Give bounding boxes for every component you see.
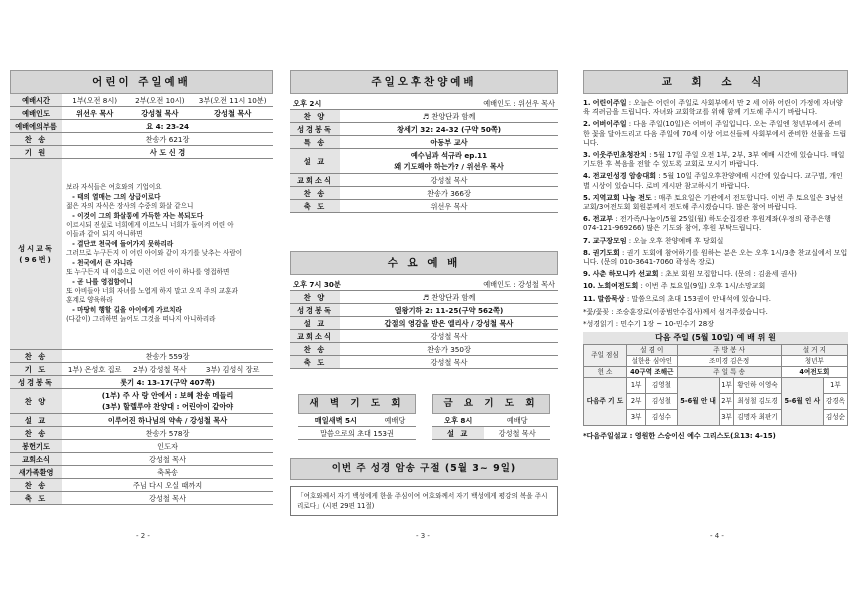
news-item: [583, 194, 848, 212]
cell: 2부: [627, 394, 646, 410]
section-title: 수 요 예 배: [290, 251, 558, 275]
row-label: 예배인도: [10, 107, 62, 120]
cell: 2부(오전 10시): [127, 94, 192, 107]
row-label: 축 도: [10, 492, 62, 505]
table-row: [10, 376, 273, 389]
cell: 창세기 32: 24-32 (구약 50쪽): [340, 123, 558, 136]
section-title: 금 요 기 도 회: [432, 394, 550, 414]
news-number: 1.: [583, 99, 591, 107]
cell: 40구역 조해근: [627, 367, 678, 378]
cell: 강성철 목사: [484, 427, 550, 440]
news-title: 교구장모임: [592, 236, 627, 245]
news-item: [583, 99, 848, 117]
row-label: 교회소식: [290, 330, 340, 343]
psalm-line: 또 아비들아 너희 자녀를 노엽게 하지 말고 오직 주의 교훈과: [66, 286, 238, 295]
cell: 말씀으로의 초대 153권: [298, 427, 416, 440]
news-title: 말씀묵상: [597, 294, 625, 303]
row-label: 찬 송: [10, 133, 62, 146]
cell: 갑절의 영감을 받은 엘리사 / 강성철 목사: [340, 317, 558, 330]
row-label: 축 도: [290, 356, 340, 369]
cell: ♬ 찬양단과 함께: [340, 110, 558, 123]
psalm-line: 이들과 같이 되지 아니하면: [66, 230, 143, 239]
news-list: [583, 99, 848, 304]
cell: 아동부 교사: [340, 136, 558, 149]
cell: 2부: [719, 394, 734, 410]
cell: 황인하 이영숙: [734, 378, 781, 394]
table-row: [10, 466, 273, 479]
row-label: 예배에의부름: [10, 120, 62, 133]
row-label: 설 교: [290, 317, 340, 330]
news-body: : 이번 주 토요일(9일) 오후 1시/소망교회: [638, 282, 766, 291]
psalm-line: - 천국에서 큰 자니라: [72, 258, 133, 267]
cell: 헌 소: [584, 367, 627, 378]
table-row: [290, 97, 558, 110]
news-title: 전교부: [592, 215, 614, 224]
row-label: 기 도: [10, 363, 62, 376]
table-row: [10, 159, 273, 350]
cell: 최성철 김도경: [734, 394, 781, 410]
news-item: [583, 215, 848, 233]
news-item: [583, 151, 848, 169]
table-row: [10, 146, 273, 159]
cell: 찬송가 366장: [340, 187, 558, 200]
row-label: 교회소식: [290, 174, 340, 187]
cell: 4여전도회: [781, 367, 847, 378]
news-body: : 오늘은 어린이 주일로 사회부에서 만 2 세 이하 어린이 가정에 자녀양육 격려금을 드립니다. 자녀와 교회학교를 위해 함께 기도해 주시기 바랍니다.: [583, 99, 843, 117]
psalm-line: 또 누구든지 내 이름으로 이런 어린 아이 하나를 영접하면: [66, 268, 230, 277]
news-number: 4.: [583, 172, 591, 181]
cell: 김성순: [823, 410, 847, 426]
dawn-prayer: [298, 394, 416, 440]
afternoon-rows: [290, 110, 558, 213]
table-row: [10, 107, 273, 120]
cell: [62, 389, 273, 414]
psalm-line: (다같이) 그리하면 늙어도 그것을 떠나지 아니하리라: [66, 315, 216, 324]
news-number: 2.: [583, 120, 591, 129]
row-label: 찬 양: [290, 291, 340, 304]
cell: 주 방 봉 사: [677, 345, 781, 356]
row-label: 찬 송: [10, 479, 62, 492]
table-row: [10, 350, 273, 363]
flowers-note: *꽃/꽃꽂 : 조승훈장로(이종범안수집사)께서 섬겨주셨습니다.: [583, 307, 768, 316]
friday-table: [432, 414, 550, 440]
service-time: 오후 2시: [290, 97, 372, 110]
news-body: : 오늘 오후 찬양예배 후 당회실: [626, 236, 724, 245]
news-title: 권기도회: [592, 248, 620, 257]
section-title: 주일오후찬양예배: [290, 70, 558, 94]
table-row: [10, 440, 273, 453]
cell: 찬송가 621장: [62, 133, 273, 146]
table-row: [584, 367, 848, 378]
section-title: 어린이 주일예배: [10, 70, 273, 94]
news-number: 8.: [583, 248, 591, 257]
table-row: [290, 187, 558, 200]
wednesday-head: [290, 278, 558, 291]
cell: 5-6월 인 사: [781, 378, 823, 426]
cell: 설 겸 이: [627, 345, 678, 356]
memory-verse: 「여호와께서 자기 백성에게 한을 주심이여 여호와께서 자기 백성에게 평강의 복을 주시리로다」(시편 29편 11절): [290, 486, 558, 516]
children-order-table: [10, 94, 273, 505]
news-item: [583, 237, 848, 246]
cell: 예배당: [484, 414, 550, 427]
section-title: 새 벽 기 도 회: [298, 394, 416, 414]
cell: 강성철 목사: [127, 107, 192, 120]
row-label: 봉헌기도: [10, 440, 62, 453]
cell: ♬ 찬양단과 함께: [340, 291, 558, 304]
cell: 주일 점심: [584, 345, 627, 367]
cell: 1부: [627, 378, 646, 394]
cell: 1부: [719, 378, 734, 394]
table-row: [10, 414, 273, 427]
row-label: 찬 송: [290, 187, 340, 200]
news-body: : 전가족/나눔이/5월 25일(월) 하도순집경관 후원계좌(우정의 광주은행 074-121-969266) 많은 기도와 참여, 후원 부탁드립니다.: [583, 215, 831, 233]
cell: 5-6월 안 내: [677, 378, 719, 426]
cell: 강성철 목사: [192, 107, 273, 120]
news-body: : 5월 10일 주일오후찬양예배 시간에 있습니다. 교구별, 개인별 시상이 있습니다. 로비 게시판 참고하시기 바랍니다.: [583, 172, 843, 190]
table-row: [432, 414, 550, 427]
psalm-line: - 태의 열매는 그의 상급이로다: [72, 192, 161, 201]
table-row: [584, 378, 848, 394]
table-row: [290, 174, 558, 187]
psalm-line: 보라 자식들은 여호와의 기업이요: [66, 183, 162, 192]
psalm-line: - 결단코 천국에 들어가지 못하리라: [72, 239, 174, 248]
table-row: [290, 123, 558, 136]
cell: 3부: [719, 410, 734, 426]
psalm-line: - 이것이 그의 화살통에 가득한 자는 복되도다: [72, 211, 204, 220]
row-label: 설 교: [290, 149, 340, 174]
cell: 3부(오전 11시 10분): [192, 94, 273, 107]
cell: 주님 다시 오실 때까지: [62, 479, 273, 492]
row-label: 성경봉독: [10, 376, 62, 389]
cell: 찬송가 578장: [62, 427, 273, 440]
cell: 3부) 김성식 장로: [192, 363, 273, 376]
service-time: 오후 7시 30분: [290, 278, 400, 291]
duty-table: [583, 344, 848, 426]
row-label: 성경봉독: [290, 123, 340, 136]
news-item: [583, 120, 848, 148]
cell: 찬송가 559장: [62, 350, 273, 363]
children-worship-section: [10, 70, 273, 505]
cell: 축복송: [62, 466, 273, 479]
row-label: 기 원: [10, 146, 62, 159]
row-label: 설 교: [10, 414, 62, 427]
dawn-table: [298, 414, 416, 440]
anthem-line-1: (1부) 주 사 랑 안에서 : 보혜 찬송 메들리: [101, 391, 234, 400]
bible-reading-note: *성경읽기 : 민수기 1장 ~ 10-민수기 28장: [583, 320, 715, 329]
cell: 설한용 심야인: [627, 356, 678, 367]
table-row: [290, 291, 558, 304]
section-title: 이번 주 성경 암송 구절 (5월 3~ 9일): [290, 458, 558, 480]
table-row: [290, 200, 558, 213]
row-label: 설 교: [432, 427, 484, 440]
church-news-section: [583, 70, 848, 444]
cell: 강성철 목사: [340, 330, 558, 343]
table-row: [290, 343, 558, 356]
cell: 롯기 4: 13-17(구약 407쪽): [62, 376, 273, 389]
table-row: [290, 278, 558, 291]
news-title: 노회여전도회: [597, 282, 639, 291]
cell: 강경옥: [823, 394, 847, 410]
page-number: - 4 -: [710, 532, 724, 540]
table-row: [10, 94, 273, 107]
psalm-line: 젊은 자의 자식은 장사의 수중의 화살 같으니: [66, 202, 194, 211]
cell: 1부(오전 8시): [62, 94, 127, 107]
news-number: 9.: [583, 270, 591, 279]
news-number: 7.: [583, 236, 591, 245]
table-row: [10, 427, 273, 440]
cell: 3부: [627, 410, 646, 426]
prayer-meetings: [290, 394, 558, 444]
cell: 위선우 목사: [340, 200, 558, 213]
page-number: - 2 -: [136, 532, 150, 540]
cell: 강성철 목사: [62, 453, 273, 466]
table-row: [432, 427, 550, 440]
row-label: 축 도: [290, 200, 340, 213]
cell: 김성철: [646, 394, 677, 410]
table-row: [10, 479, 273, 492]
cell: [340, 149, 558, 174]
page-number: - 3 -: [416, 532, 430, 540]
table-row: [584, 345, 848, 356]
cell: 1부) 온성호 집로: [62, 363, 127, 376]
cell: 강성철 목사: [340, 356, 558, 369]
news-body: : 다음 주일(10일)은 어버이 주일입니다. 오는 주일엔 청년부에서 준비한 꽃을 달아드리고 다음 주일에 70세 이상 어르신들께 사회부에서 준비한 선물을 드립니다.: [583, 120, 847, 147]
cell: 다음주 기 도: [584, 378, 627, 426]
friday-prayer: [432, 394, 550, 440]
psalm-label-text: 성시교독: [18, 244, 54, 253]
row-label: 찬 양: [10, 389, 62, 414]
cell: 설 거 지: [781, 345, 847, 356]
cell: 요 4: 23-24: [62, 120, 273, 133]
cell: 매일새벽 5시: [298, 414, 374, 427]
cell: 2부) 강성철 목사: [127, 363, 192, 376]
news-body: : 권기 도회에 참여하기를 원하는 분은 오는 오후 1시/3층 찬교실에서 모입니다. (문의 010-3641-7060 곽성옥 장로): [583, 248, 848, 267]
news-title: 전교인성경 암송대회: [592, 172, 657, 181]
table-row: [290, 330, 558, 343]
psalm-number: (96번): [19, 255, 53, 264]
table-row: [10, 363, 273, 376]
anthem-line-2: (3부) 할렐루야 찬양대 : 어린아이 같아야: [101, 402, 234, 411]
news-item: [583, 249, 848, 267]
news-number: 10.: [583, 282, 596, 291]
psalm-line: - 마땅히 행할 길을 아이에게 가르치라: [72, 305, 182, 314]
section-title: 교 회 소 식: [583, 70, 848, 94]
row-label: 찬 송: [290, 343, 340, 356]
news-body: : 5월 17일 주일 오전 1부, 2부, 3부 예배 시간에 있습니다. 매일 기도한 후 복음을 전할 수 있도록 교회로 모시기 바랍니다.: [583, 151, 845, 169]
table-row: [10, 492, 273, 505]
psalm-lines: [66, 183, 269, 324]
news-number: 3.: [583, 151, 591, 160]
row-label: 찬 송: [10, 350, 62, 363]
cell: 이루어진 하나님의 약속 / 강성철 목사: [62, 414, 273, 427]
cell: 열왕기하 2: 11-25(구약 562쪽): [340, 304, 558, 317]
cell: 강성철 목사: [340, 174, 558, 187]
psalm-line: 그러므로 누구든지 이 어린 아이와 같이 자기를 낮추는 사람이: [66, 249, 243, 258]
service-leader: 예배인도 : 위선우 목사: [372, 97, 558, 110]
news-body: : 말씀으로의 초대 153권이 안내석에 있습니다.: [624, 294, 771, 303]
cell: 김성수: [646, 410, 677, 426]
wednesday-rows: [290, 291, 558, 369]
middle-column: [290, 70, 558, 516]
news-title: 사춘 하모니카 선교회: [592, 270, 659, 279]
news-item: [583, 282, 848, 291]
news-body: : 매주 토요일은 기관에서 전도합니다. 이번 주 토요일은 3남선교회/3여전도회 회원분께서 전도해 주시겠습니다. 많은 참여 바랍니다.: [583, 193, 844, 212]
table-row: [290, 304, 558, 317]
row-label: 성경봉독: [290, 304, 340, 317]
psalm-label: [10, 159, 62, 350]
cell: 주 일 특 송: [677, 367, 781, 378]
cell: 위선우 목사: [62, 107, 127, 120]
table-row: [298, 427, 416, 440]
table-row: [10, 133, 273, 146]
cell: 인도자: [62, 440, 273, 453]
cell: 청년부: [781, 356, 847, 367]
table-row: [290, 317, 558, 330]
cell: 오후 8시: [432, 414, 484, 427]
table-row: [290, 110, 558, 123]
news-item: [583, 172, 848, 190]
news-title: 어버이주일: [592, 120, 627, 129]
service-leader: 예배인도 : 강성철 목사: [400, 278, 558, 291]
sermon-title: 왜 기도해야 하는가? / 위선우 목사: [394, 162, 504, 171]
news-number: 11.: [583, 294, 596, 303]
cell: 조미경 김은정: [677, 356, 781, 367]
cell: 1부: [823, 378, 847, 394]
psalm-line: 훈계로 양육하라: [66, 296, 113, 305]
cell: 사 도 신 경: [62, 146, 273, 159]
table-row: [290, 136, 558, 149]
sermon-series: 예수님과 석규라 ep.11: [410, 151, 488, 160]
responsive-reading: [62, 159, 273, 350]
news-item: [583, 270, 848, 279]
cell: 찬송가 350장: [340, 343, 558, 356]
row-label: 새가족환영: [10, 466, 62, 479]
cell: 예배당: [374, 414, 416, 427]
news-title: 어린이주일: [592, 99, 627, 107]
news-item: [583, 295, 848, 304]
row-label: 교회소식: [10, 453, 62, 466]
next-sermon: *다음주일설교 : 영원한 스승이신 예수 그리스도(요13: 4-15): [583, 432, 776, 441]
news-number: 5.: [583, 193, 591, 202]
table-row: [298, 414, 416, 427]
row-label: 찬 송: [10, 427, 62, 440]
cell: 김영철: [646, 378, 677, 394]
cell: 강성철 목사: [62, 492, 273, 505]
row-label: 찬 양: [290, 110, 340, 123]
table-row: [10, 120, 273, 133]
table-row: [290, 149, 558, 174]
cell: 김명자 최판기: [734, 410, 781, 426]
news-title: 이웃주민초청잔치: [592, 151, 647, 160]
table-row: [290, 356, 558, 369]
afternoon-order-table: [290, 97, 558, 110]
psalm-line: 이르시되 진실로 너희에게 이르노니 너희가 돌이켜 어린 아: [66, 221, 234, 230]
table-row: [10, 389, 273, 414]
news-number: 6.: [583, 215, 591, 224]
duty-title: 다음 주일 (5월 10일) 예 배 위 원: [583, 332, 848, 344]
psalm-line: - 곧 나를 영접함이니: [72, 277, 133, 286]
row-label: 예배시간: [10, 94, 62, 107]
news-body: : 초보 회원 모집합니다. (문의 : 김윤세 권사): [658, 270, 797, 279]
table-row: [10, 453, 273, 466]
row-label: 특 송: [290, 136, 340, 149]
news-title: 지역교회 나눔 전도: [592, 193, 652, 202]
